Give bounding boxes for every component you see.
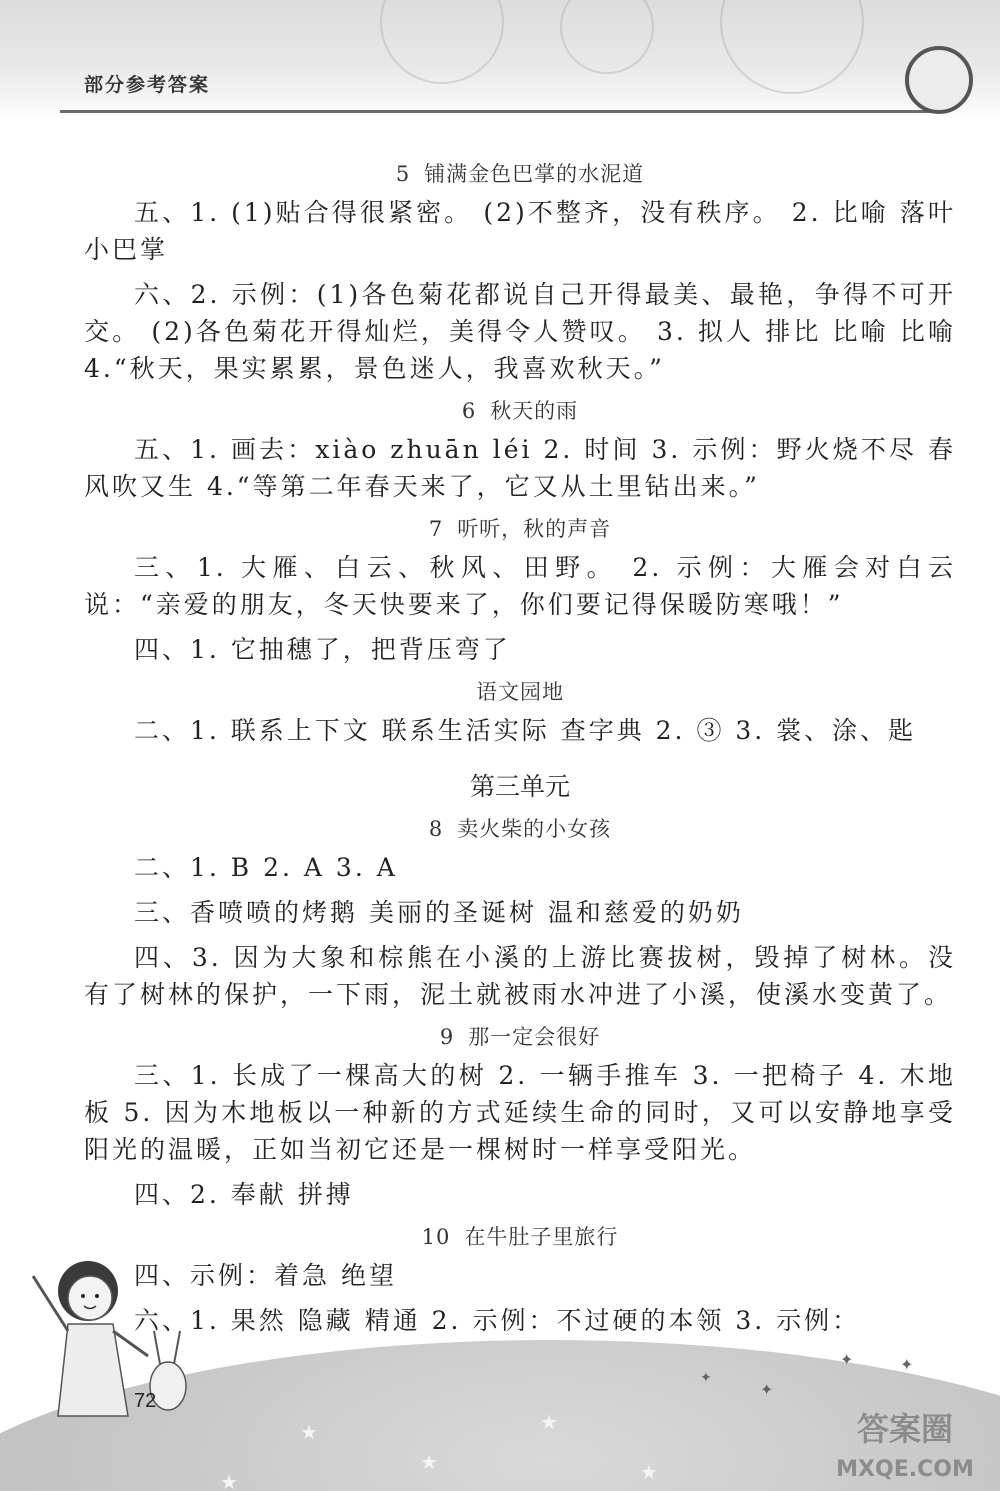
leaf-icon: ✦ [760,1380,774,1399]
lesson-title: 听听，秋的声音 [457,517,612,541]
lesson-number: 6 [461,399,477,423]
lesson-heading [84,1021,956,1051]
answer-paragraph: 三、1. 大雁、白云、秋风、田野。 2. 示例：大雁会对白云说：“亲爱的朋友，冬天快要来了，你们要记得保暖防寒哦！” [84,553,956,619]
answer-paragraph: 六、1. 果然 隐藏 精通 2. 示例：不过硬的本领 3. 示例： [134,1306,861,1335]
leaf-icon: ✦ [700,1370,712,1386]
svg-text:答案圈: 答案圈 [856,1410,954,1448]
answer-paragraph: 五、1. (1)贴合得很紧密。 (2)不整齐，没有秩序。 2. 比喻 落叶 小巴掌 [84,198,956,264]
answer-paragraph: 四、1. 它抽穗了，把背压弯了 [134,635,511,664]
watermark-logo [820,1400,990,1485]
star-icon: ★ [540,1410,558,1434]
lesson-title: 卖火柴的小女孩 [457,817,612,841]
svg-text:MXQE.COM: MXQE.COM [836,1457,974,1482]
answer-paragraph: 二、1. B 2. A 3. A [134,853,398,882]
star-icon: ★ [640,1460,658,1484]
lesson-heading [84,676,956,706]
page-number: 72 [134,1390,157,1412]
answer-paragraph: 四、示例：着急 绝望 [134,1261,397,1290]
star-icon: ★ [420,1450,438,1474]
star-icon: ★ [220,1470,238,1491]
star-icon: ★ [300,1420,318,1444]
lesson-number: 8 [428,817,444,841]
answer-paragraph: 二、1. 联系上下文 联系生活实际 查字典 2. ③ 3. 裳、涂、匙 [134,716,917,745]
lesson-heading [84,158,956,188]
leaf-icon: ✦ [840,1350,854,1369]
lesson-title: 在牛肚子里旅行 [464,1225,619,1249]
header-circle-decoration [905,46,973,114]
leaf-icon: ✦ [900,1355,914,1374]
answer-paragraph: 三、香喷喷的烤鹅 美丽的圣诞树 温和慈爱的奶奶 [134,898,744,927]
answer-paragraph: 三、1. 长成了一棵高大的树 2. 一辆手推车 3. 一把椅子 4. 木地板 5. 因为木地板以一种新的方式延续生命的同时，又可以安静地享受阳光的温暖，正如当初它还是一棵树时一样享受阳光。 [84,1061,956,1164]
lesson-number: 5 [395,162,411,186]
unit-heading: 第三单元 [469,772,570,801]
girl-illustration [18,1236,228,1446]
lesson-heading [84,395,956,425]
lesson-title: 铺满金色巴掌的水泥道 [424,162,645,186]
answer-paragraph: 六、2. 示例：(1)各色菊花都说自己开得最美、最艳，争得不可开交。 (2)各色菊花开得灿烂，美得令人赞叹。 3. 拟人 排比 比喻 比喻 4.“秋天，果实累累，景色迷人，我喜欢秋天。” [84,280,956,383]
page-header [0,0,1000,120]
answer-paragraph: 四、2. 奉献 拼搏 [134,1180,354,1209]
lesson-heading [84,513,956,543]
answer-paragraph: 四、3. 因为大象和棕熊在小溪的上游比赛拔树，毁掉了树林。没有了树林的保护，一下雨，泥土就被雨水冲进了小溪，使溪水变黄了。 [84,943,956,1009]
lesson-title: 那一定会很好 [468,1025,601,1049]
header-title: 部分参考答案 [84,74,211,96]
answer-paragraph: 五、1. 画去：xiào zhuān léi 2. 时间 3. 示例：野火烧不尽 春风吹又生 4.“等第二年春天来了，它又从土里钻出来。” [84,435,956,501]
lesson-title: 秋天的雨 [490,399,579,423]
lesson-heading [84,813,956,843]
lesson-number: 9 [439,1025,455,1049]
lesson-number: 7 [428,517,444,541]
lesson-number: 10 [421,1225,451,1249]
lesson-title: 语文园地 [476,680,564,704]
answer-content [84,150,956,1347]
